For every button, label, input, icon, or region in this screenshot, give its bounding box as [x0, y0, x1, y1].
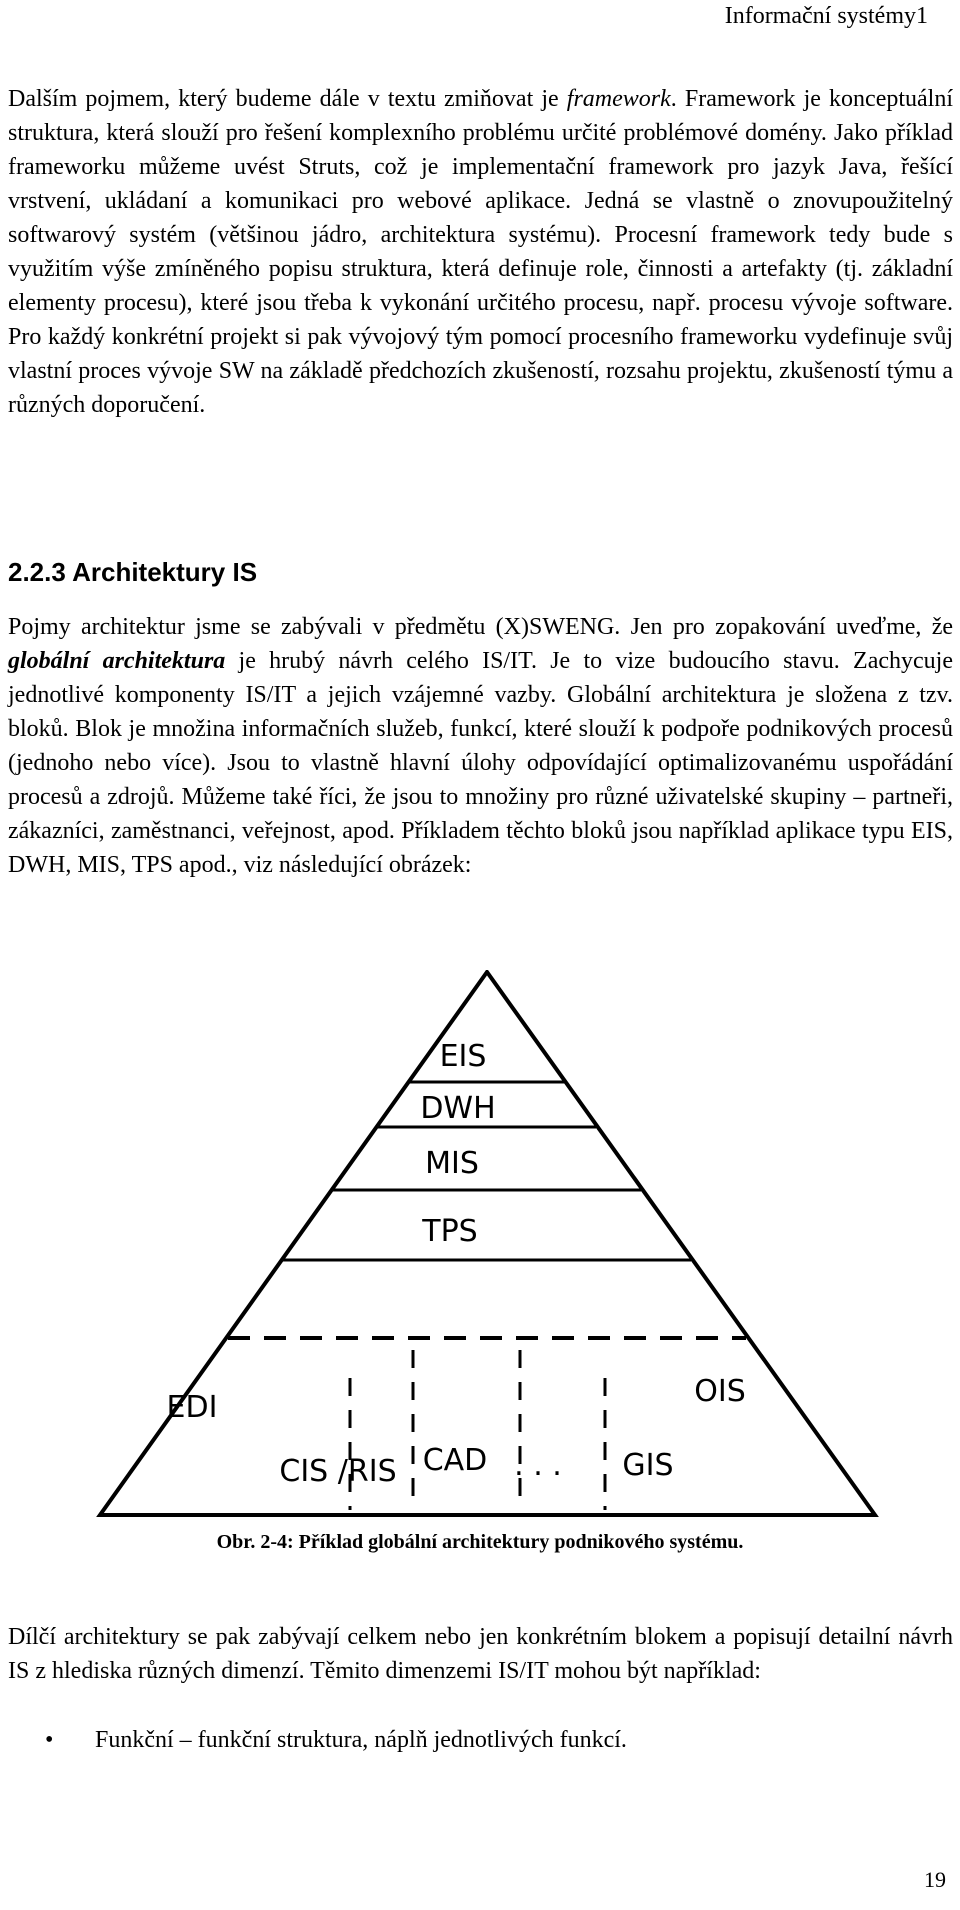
- label-dwh: DWH: [420, 1091, 496, 1126]
- paragraph-text: je hrubý návrh celého IS/IT. Je to vize budoucího stavu. Zachycuje jednotlivé komponenty IS/IT a jejich vzájemné vazby. Globální architektura je složena z tzv. bloků. Blok je množina informačních služeb, funkcí, které slouží k podpoře podnikových procesů (jednoho nebo více). Jsou to vlastně hlavní úlohy odpovídající optimalizovanému uspořádání procesů a zdrojů. Můžeme také říci, že jsou to množiny pro různé uživatelské skupiny – partneři, zákazníci, zaměstnanci, veřejnost, apod. Příkladem těchto bloků jsou například aplikace typu EIS, DWH, MIS, TPS apod., viz následující obrázek:: [8, 648, 953, 878]
- label-edi: EDI: [166, 1390, 218, 1425]
- label-cis-ris: CIS /RIS: [279, 1454, 397, 1489]
- label-ois: OIS: [694, 1374, 746, 1409]
- bullet-item: [45, 1723, 627, 1757]
- pyramid-outline: [100, 972, 875, 1515]
- label-tps: TPS: [422, 1214, 478, 1249]
- bullet-text: Funkční – funkční struktura, náplň jednotlivých funkcí.: [95, 1727, 627, 1753]
- label-mis: MIS: [425, 1146, 479, 1181]
- paragraph-partial-architectures: Dílčí architektury se pak zabývají celkem nebo jen konkrétním blokem a popisují detailní návrh IS z hlediska různých dimenzí. Těmito dimenzemi IS/IT mohou být například:: [8, 1624, 953, 1684]
- paragraph-text: . Framework je konceptuální struktura, která slouží pro řešení komplexního problému určité problémové domény. Jako příklad frameworku můžeme uvést Struts, což je implementační framework pro jazyk Java, řešící vrstvení, ukládaní a komunikaci pro webové aplikace. Jedná se vlastně o znovupoužitelný softwarový systém (většinou jádro, architektura systému). Procesní framework tedy bude s využitím výše zmíněného popisu struktura, která definuje role, činnosti a artefakty (tj. základní elementy procesu), které jsou třeba k vykonání určitého procesu, např. procesu vývoje software. Pro každý konkrétní projekt si pak vývojový tým pomocí procesního frameworku vydefinuje svůj vlastní proces vývoje SW na základě předchozích zkušeností, rozsahu projektu, zkušeností týmu a různých doporučení.: [8, 86, 954, 418]
- paragraph-text: Dalším pojmem, který budeme dále v textu zmiňovat je: [8, 86, 567, 112]
- paragraph-framework: [8, 82, 953, 422]
- paragraph-architecture: [8, 610, 953, 882]
- figure-caption: Obr. 2-4: Příklad globální architektury podnikového systému.: [216, 1531, 744, 1553]
- pyramid-diagram: [0, 970, 960, 1525]
- section-heading: 2.2.3 Architektury IS: [8, 557, 258, 587]
- page-header: Informační systémy1: [724, 3, 928, 29]
- label-ellipsis: . . .: [514, 1448, 562, 1483]
- label-cad: CAD: [422, 1443, 488, 1478]
- label-gis: GIS: [622, 1448, 674, 1483]
- label-eis: EIS: [439, 1039, 487, 1074]
- bullet-symbol: •: [45, 1727, 54, 1753]
- term-global-architecture: globální architektura: [8, 648, 226, 674]
- paragraph-text: Pojmy architektur jsme se zabývali v předmětu (X)SWENG. Jen pro zopakování uveďme, že: [8, 614, 953, 640]
- page-number: 19: [924, 1867, 946, 1892]
- term-framework: framework: [566, 86, 671, 112]
